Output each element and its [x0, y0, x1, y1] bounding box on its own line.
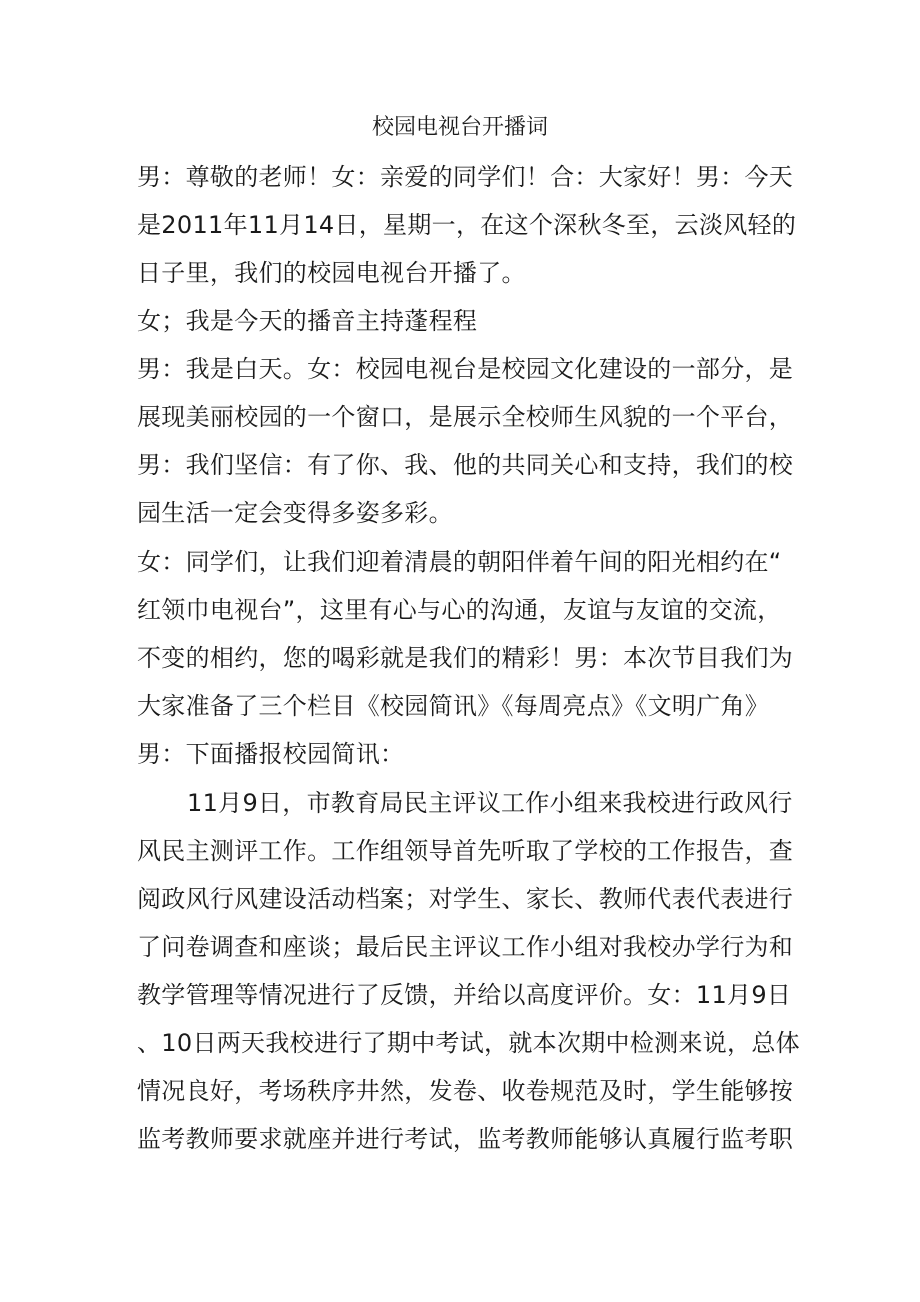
text-line-9: 女：同学们，让我们迎着清晨的朝阳伴着午间的阳光相约在“: [137, 548, 782, 576]
text-line-12: 大家准备了三个栏目《校园简讯》《每周亮点》《文明广角》: [137, 692, 770, 720]
text-line-17: 了问卷调查和座谈；最后民主评议工作小组对我校办学行为和: [137, 933, 794, 961]
text-line-20: 情况良好，考场秩序井然，发卷、收卷规范及时，学生能够按: [137, 1077, 794, 1105]
text-line-1: 男：尊敬的老师！女：亲爱的同学们！合：大家好！男：今天: [137, 163, 794, 191]
text-line-10: 红领巾电视台”，这里有心与心的沟通，友谊与友谊的交流，: [137, 596, 782, 624]
text-line-3: 日子里，我们的校园电视台开播了。: [137, 259, 526, 287]
document-title: 校园电视台开播词: [371, 115, 548, 140]
text-line-4: 女；我是今天的播音主持蓬程程: [137, 307, 478, 335]
text-line-5: 男：我是白天。女：校园电视台是校园文化建设的一部分，是: [137, 355, 794, 383]
text-line-8: 园生活一定会变得多姿多彩。: [137, 499, 453, 527]
text-line-19: 、10日两天我校进行了期中考试，就本次期中检测来说，总体: [137, 1029, 800, 1057]
text-line-21: 监考教师要求就座并进行考试，监考教师能够认真履行监考职: [137, 1125, 794, 1153]
text-line-15: 风民主测评工作。工作组领导首先听取了学校的工作报告，查: [137, 837, 794, 865]
text-line-6: 展现美丽校园的一个窗口，是展示全校师生风貌的一个平台，: [137, 403, 794, 431]
text-line-18: 教学管理等情况进行了反馈，并给以高度评价。女：11月9日: [137, 981, 792, 1009]
text-line-2: 是2011年11月14日，星期一，在这个深秋冬至，云淡风轻的: [137, 211, 797, 239]
text-line-14: 11月9日，市教育局民主评议工作小组来我校进行政风行: [187, 789, 793, 817]
text-line-7: 男：我们坚信：有了你、我、他的共同关心和支持，我们的校: [137, 451, 794, 479]
text-line-13: 男：下面播报校园简讯：: [137, 740, 405, 768]
text-line-16: 阅政风行风建设活动档案；对学生、家长、教师代表代表进行: [137, 885, 794, 913]
text-line-11: 不变的相约，您的喝彩就是我们的精彩！男：本次节目我们为: [137, 644, 794, 672]
